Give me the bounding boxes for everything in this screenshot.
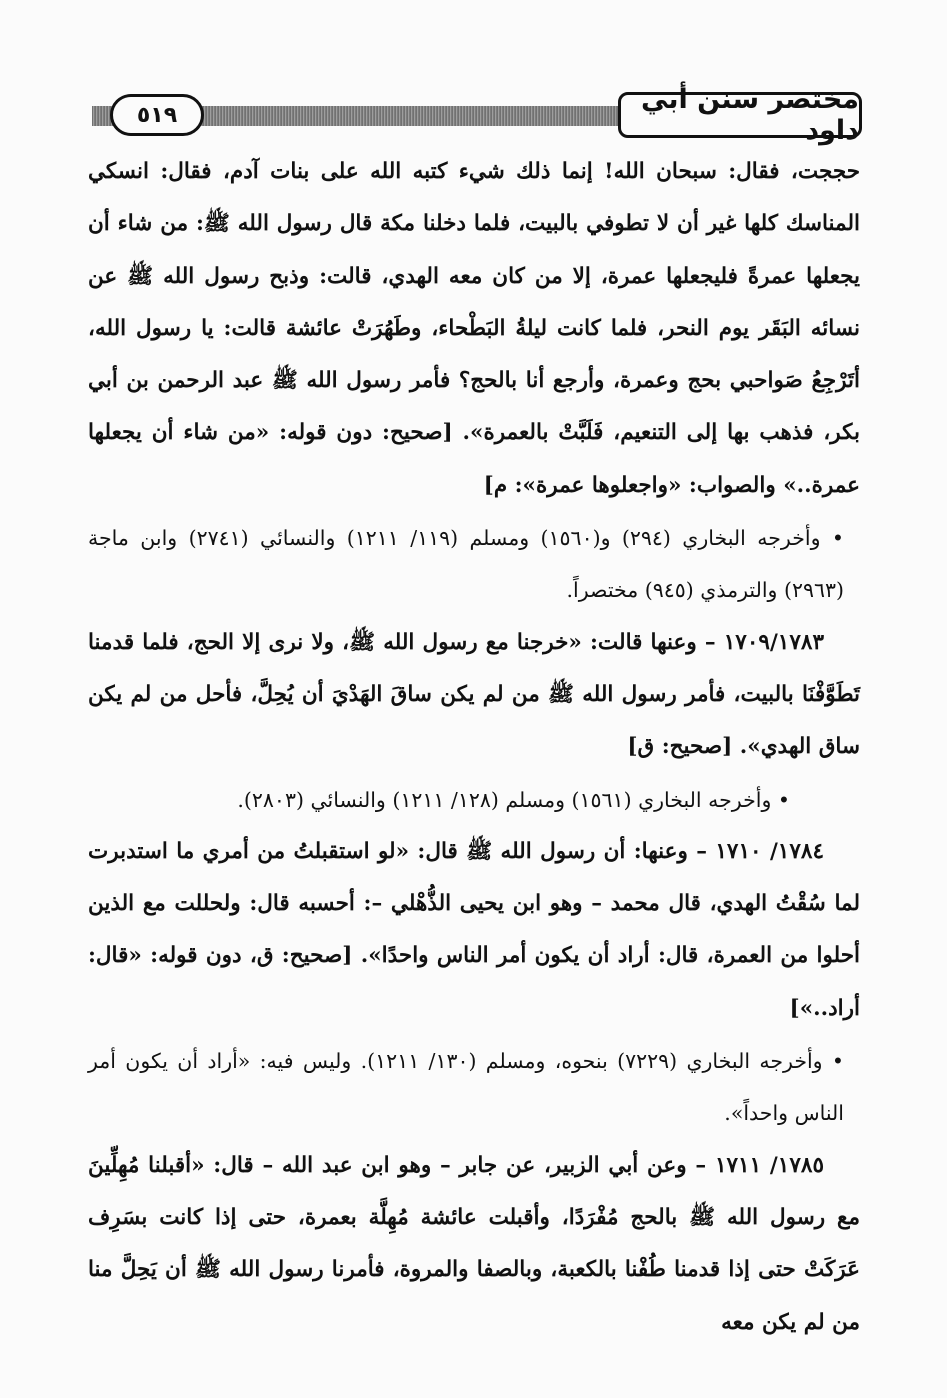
page-number-frame — [110, 94, 204, 136]
hadith-paragraph: ١٧٨٥/ ١٧١١ – وعن أبي الزبير، عن جابر – وهو ابن عبد الله – قال: «أقبلنا مُهِلِّينَ مع رسول الله ﷺ بالحج مُفْرَدًا، وأقبلت عائشة مُهِلَّة بعمرة، حتى إذا كانت بسَرِف عَرَكَتْ حتى إذا قدمنا طُفْنا بالكعبة، وبالصفا والمروة، فأمرنا رسول الله ﷺ أن يَحِلَّ منا من لم يكن معه — [88, 1152, 860, 1335]
book-title-frame — [618, 84, 862, 146]
hadith-paragraph: ١٧٠٩/١٧٨٣ – وعنها قالت: «خرجنا مع رسول الله ﷺ، ولا نرى إلا الحج، فلما قدمنا تَطَوَّفْنَا بالبيت، فأمر رسول الله ﷺ من لم يكن ساقَ الهَدْيَ أن يُحِلَّ، فأحل من لم يكن ساق الهدي». [صحيح: ق] — [88, 629, 860, 760]
hadith-continuation-paragraph: حججت، فقال: سبحان الله! إنما ذلك شيء كتبه الله على بنات آدم، فقال: انسكي المناسك كلها غير أن لا تطوفي بالبيت، فلما دخلنا مكة قال رسول الله ﷺ: من شاء أن يجعلها عمرةً فليجعلها عمرة، إلا من كان معه الهدي، قالت: وذبح رسول الله ﷺ عن نسائه البَقَر يوم النحر، فلما كانت ليلةُ البَطْحاء، وطَهُرَتْ عائشة قالت: يا رسول الله، أتَرْجِعُ صَواحبي بحج وعمرة، وأرجع أنا بالحج؟ فأمر رسول الله ﷺ عبد الرحمن بن أبي بكر، فذهب بها إلى التنعيم، فَلَبَّتْ بالعمرة». [صحيح: دون قوله: «من شاء أن يجعلها عمرة..» والصواب: «واجعلوها عمرة»: م] — [88, 159, 860, 498]
page-number: ٥١٩ — [136, 102, 178, 128]
takhrij-paragraph: • وأخرجه البخاري (٧٢٢٩) بنحوه، ومسلم (١٣٠/ ١٢١١). وليس فيه: «أراد أن يكون أمر الناس واحداً». — [88, 1049, 844, 1126]
hadith-paragraph: ١٧٨٤/ ١٧١٠ – وعنها: أن رسول الله ﷺ قال: «لو استقبلتُ من أمري ما استدبرت لما سُقْتُ الهدي، قال محمد – وهو ابن يحيى الذُّهْلي –: أحسبه قال: ولحللت مع الذين أحلوا من العمرة، قال: أراد أن يكون أمر الناس واحدًا». [صحيح: ق، دون قوله: «قال: أراد..»] — [88, 838, 860, 1021]
page-body — [88, 146, 860, 1349]
takhrij-paragraph: • وأخرجه البخاري (٢٩٤) و(١٥٦٠) ومسلم (١١٩/ ١٢١١) والنسائي (٢٧٤١) وابن ماجة (٢٩٦٣) والترمذي (٩٤٥) مختصراً. — [88, 526, 844, 603]
page-header — [92, 84, 862, 146]
book-title: مختصر سنن أبي داود — [641, 84, 859, 146]
takhrij-paragraph: • وأخرجه البخاري (١٥٦١) ومسلم (١٢٨/ ١٢١١) والنسائي (٢٨٠٣). — [237, 787, 790, 812]
